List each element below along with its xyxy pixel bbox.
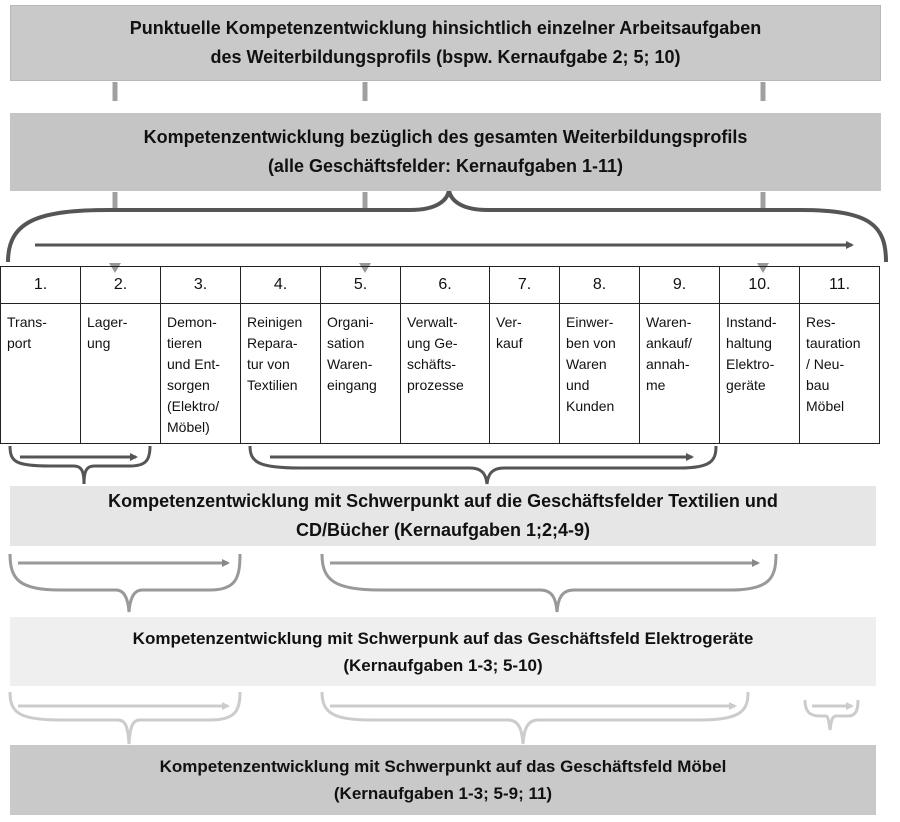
top-box-stems — [115, 82, 763, 101]
task-cell — [1, 304, 81, 444]
task-cell — [800, 304, 880, 444]
task-label: Verwalt- ung Ge- schäfts- prozesse — [407, 314, 464, 393]
task-label: Organi- sation Waren- eingang — [327, 314, 377, 393]
furniture-brace-left — [10, 692, 240, 744]
task-number: 8. — [560, 267, 640, 304]
task-number: 6. — [401, 267, 490, 304]
top-box-line2: des Weiterbildungsprofils (bspw. Kernaufgabe 2; 5; 10) — [210, 47, 681, 67]
all-fields-brace — [8, 190, 886, 262]
top-box-line1: Punktuelle Kompetenzentwicklung hinsichtlich einzelner Arbeitsaufgaben — [129, 18, 762, 38]
all-fields-line2: (alle Geschäftsfelder: Kernaufgaben 1-11) — [267, 156, 624, 176]
task-number-row — [1, 267, 880, 304]
furniture-line1: Kompetenzentwicklung mit Schwerpunkt auf das Geschäftsfeld Möbel — [159, 757, 727, 776]
task-label: Ver- kauf — [496, 314, 523, 351]
task-cell — [161, 304, 241, 444]
task-cell — [560, 304, 640, 444]
electronics-line2: (Kernaufgaben 1-3; 5-10) — [343, 655, 543, 675]
task-label: Res- tauration / Neu- bau Möbel — [806, 314, 861, 414]
task-label: Instand- haltung Elektro- geräte — [726, 314, 777, 393]
task-number: 10. — [720, 267, 800, 304]
furniture-line2: (Kernaufgaben 1-3; 5-9; 11) — [333, 784, 553, 803]
task-number: 3. — [161, 267, 241, 304]
furniture-brace-mid — [322, 692, 748, 744]
all-fields-competence-box — [10, 113, 881, 191]
all-fields-stems — [115, 192, 763, 210]
task-number: 2. — [81, 267, 161, 304]
task-label: Lager- ung — [87, 314, 128, 351]
core-task-table — [0, 266, 880, 444]
task-label: Trans- port — [7, 314, 47, 351]
textiles-brace-right — [250, 446, 716, 484]
task-number: 7. — [490, 267, 560, 304]
task-number: 9. — [640, 267, 720, 304]
textiles-line2: CD/Bücher (Kernaufgaben 1;2;4-9) — [295, 520, 591, 540]
task-cell — [81, 304, 161, 444]
textiles-competence-box — [10, 486, 876, 546]
task-number: 4. — [241, 267, 321, 304]
task-cell — [720, 304, 800, 444]
task-label: Waren- ankauf/ annah- me — [646, 314, 692, 393]
all-fields-line1: Kompetenzentwicklung bezüglich des gesamten Weiterbildungsprofils — [143, 127, 748, 147]
task-label: Demon- tieren und Ent- sorgen (Elektro/ Möbel) — [167, 314, 220, 435]
electronics-competence-box — [10, 617, 876, 686]
task-label-row — [1, 304, 880, 444]
textiles-brace-left — [10, 446, 150, 484]
task-cell — [241, 304, 321, 444]
task-number: 5. — [321, 267, 401, 304]
task-cell — [490, 304, 560, 444]
top-competence-box — [10, 5, 881, 81]
task-number: 11. — [800, 267, 880, 304]
task-cell — [401, 304, 490, 444]
task-label: Einwer- ben von Waren und Kunden — [566, 314, 616, 414]
textiles-line1: Kompetenzentwicklung mit Schwerpunkt auf die Geschäftsfelder Textilien und — [108, 491, 778, 511]
electronics-brace-left — [10, 554, 240, 612]
task-number: 1. — [1, 267, 81, 304]
task-label: Reinigen Repara- tur von Textilien — [247, 314, 303, 393]
electronics-line1: Kompetenzentwicklung mit Schwerpunk auf das Geschäftsfeld Elektrogeräte — [132, 628, 754, 648]
electronics-brace-right — [322, 554, 776, 612]
task-cell — [640, 304, 720, 444]
task-cell — [321, 304, 401, 444]
furniture-competence-box — [10, 745, 876, 815]
furniture-brace-right — [805, 700, 858, 730]
